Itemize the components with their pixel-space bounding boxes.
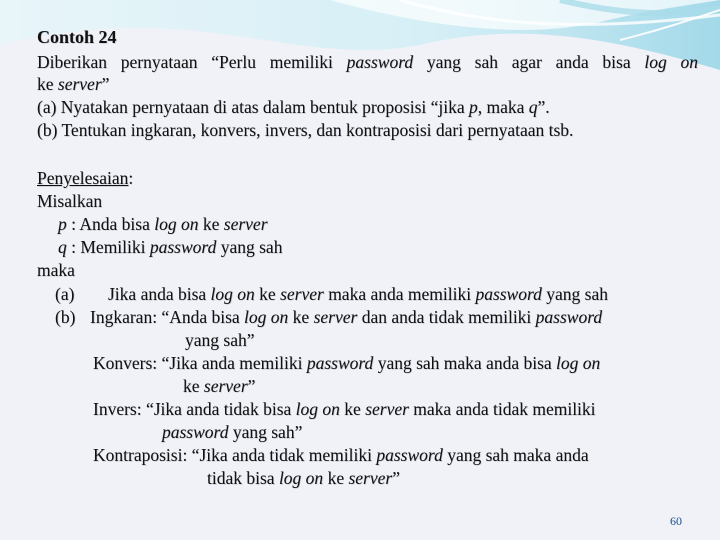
kontraposisi-line-1: Kontraposisi: “Jika anda tidak memiliki password yang sah maka anda <box>93 445 589 465</box>
konvers-line-1: Konvers: “Jika anda memiliki password yang sah maka anda bisa log on <box>93 353 601 373</box>
slide-title: Contoh 24 <box>37 27 117 47</box>
konvers-line-2: ke server” <box>183 376 256 396</box>
answer-a-label: (a) <box>55 284 75 304</box>
kontraposisi-line-2: tidak bisa log on ke server” <box>207 468 400 488</box>
invers-line-2: password yang sah” <box>162 422 303 442</box>
problem-line-1: Diberikan pernyataan “Perlu memiliki password yang sah agar anda bisa log on <box>37 52 698 72</box>
answer-a-text: Jika anda bisa log on ke server maka anda memiliki password yang sah <box>108 284 609 304</box>
problem-part-a: (a) Nyatakan pernyataan di atas dalam bentuk proposisi “jika p, maka q”. <box>37 97 550 117</box>
page-number: 60 <box>670 514 682 528</box>
ingkaran-line-2: yang sah” <box>185 330 255 350</box>
maka-label: maka <box>37 260 75 280</box>
answer-b-label: (b) <box>55 307 76 327</box>
q-definition: q : Memiliki password yang sah <box>58 237 283 257</box>
problem-line-2: ke server” <box>37 74 110 94</box>
invers-line-1: Invers: “Jika anda tidak bisa log on ke server maka anda tidak memiliki <box>93 399 596 419</box>
ingkaran-line-1: Ingkaran: “Anda bisa log on ke server dan anda tidak memiliki password <box>90 307 603 327</box>
p-definition: p : Anda bisa log on ke server <box>58 214 268 234</box>
solution-heading: Penyelesaian: <box>37 168 134 188</box>
problem-part-b: (b) Tentukan ingkaran, konvers, invers, dan kontraposisi dari pernyataan tsb. <box>37 120 574 140</box>
misalkan-label: Misalkan <box>37 191 103 211</box>
